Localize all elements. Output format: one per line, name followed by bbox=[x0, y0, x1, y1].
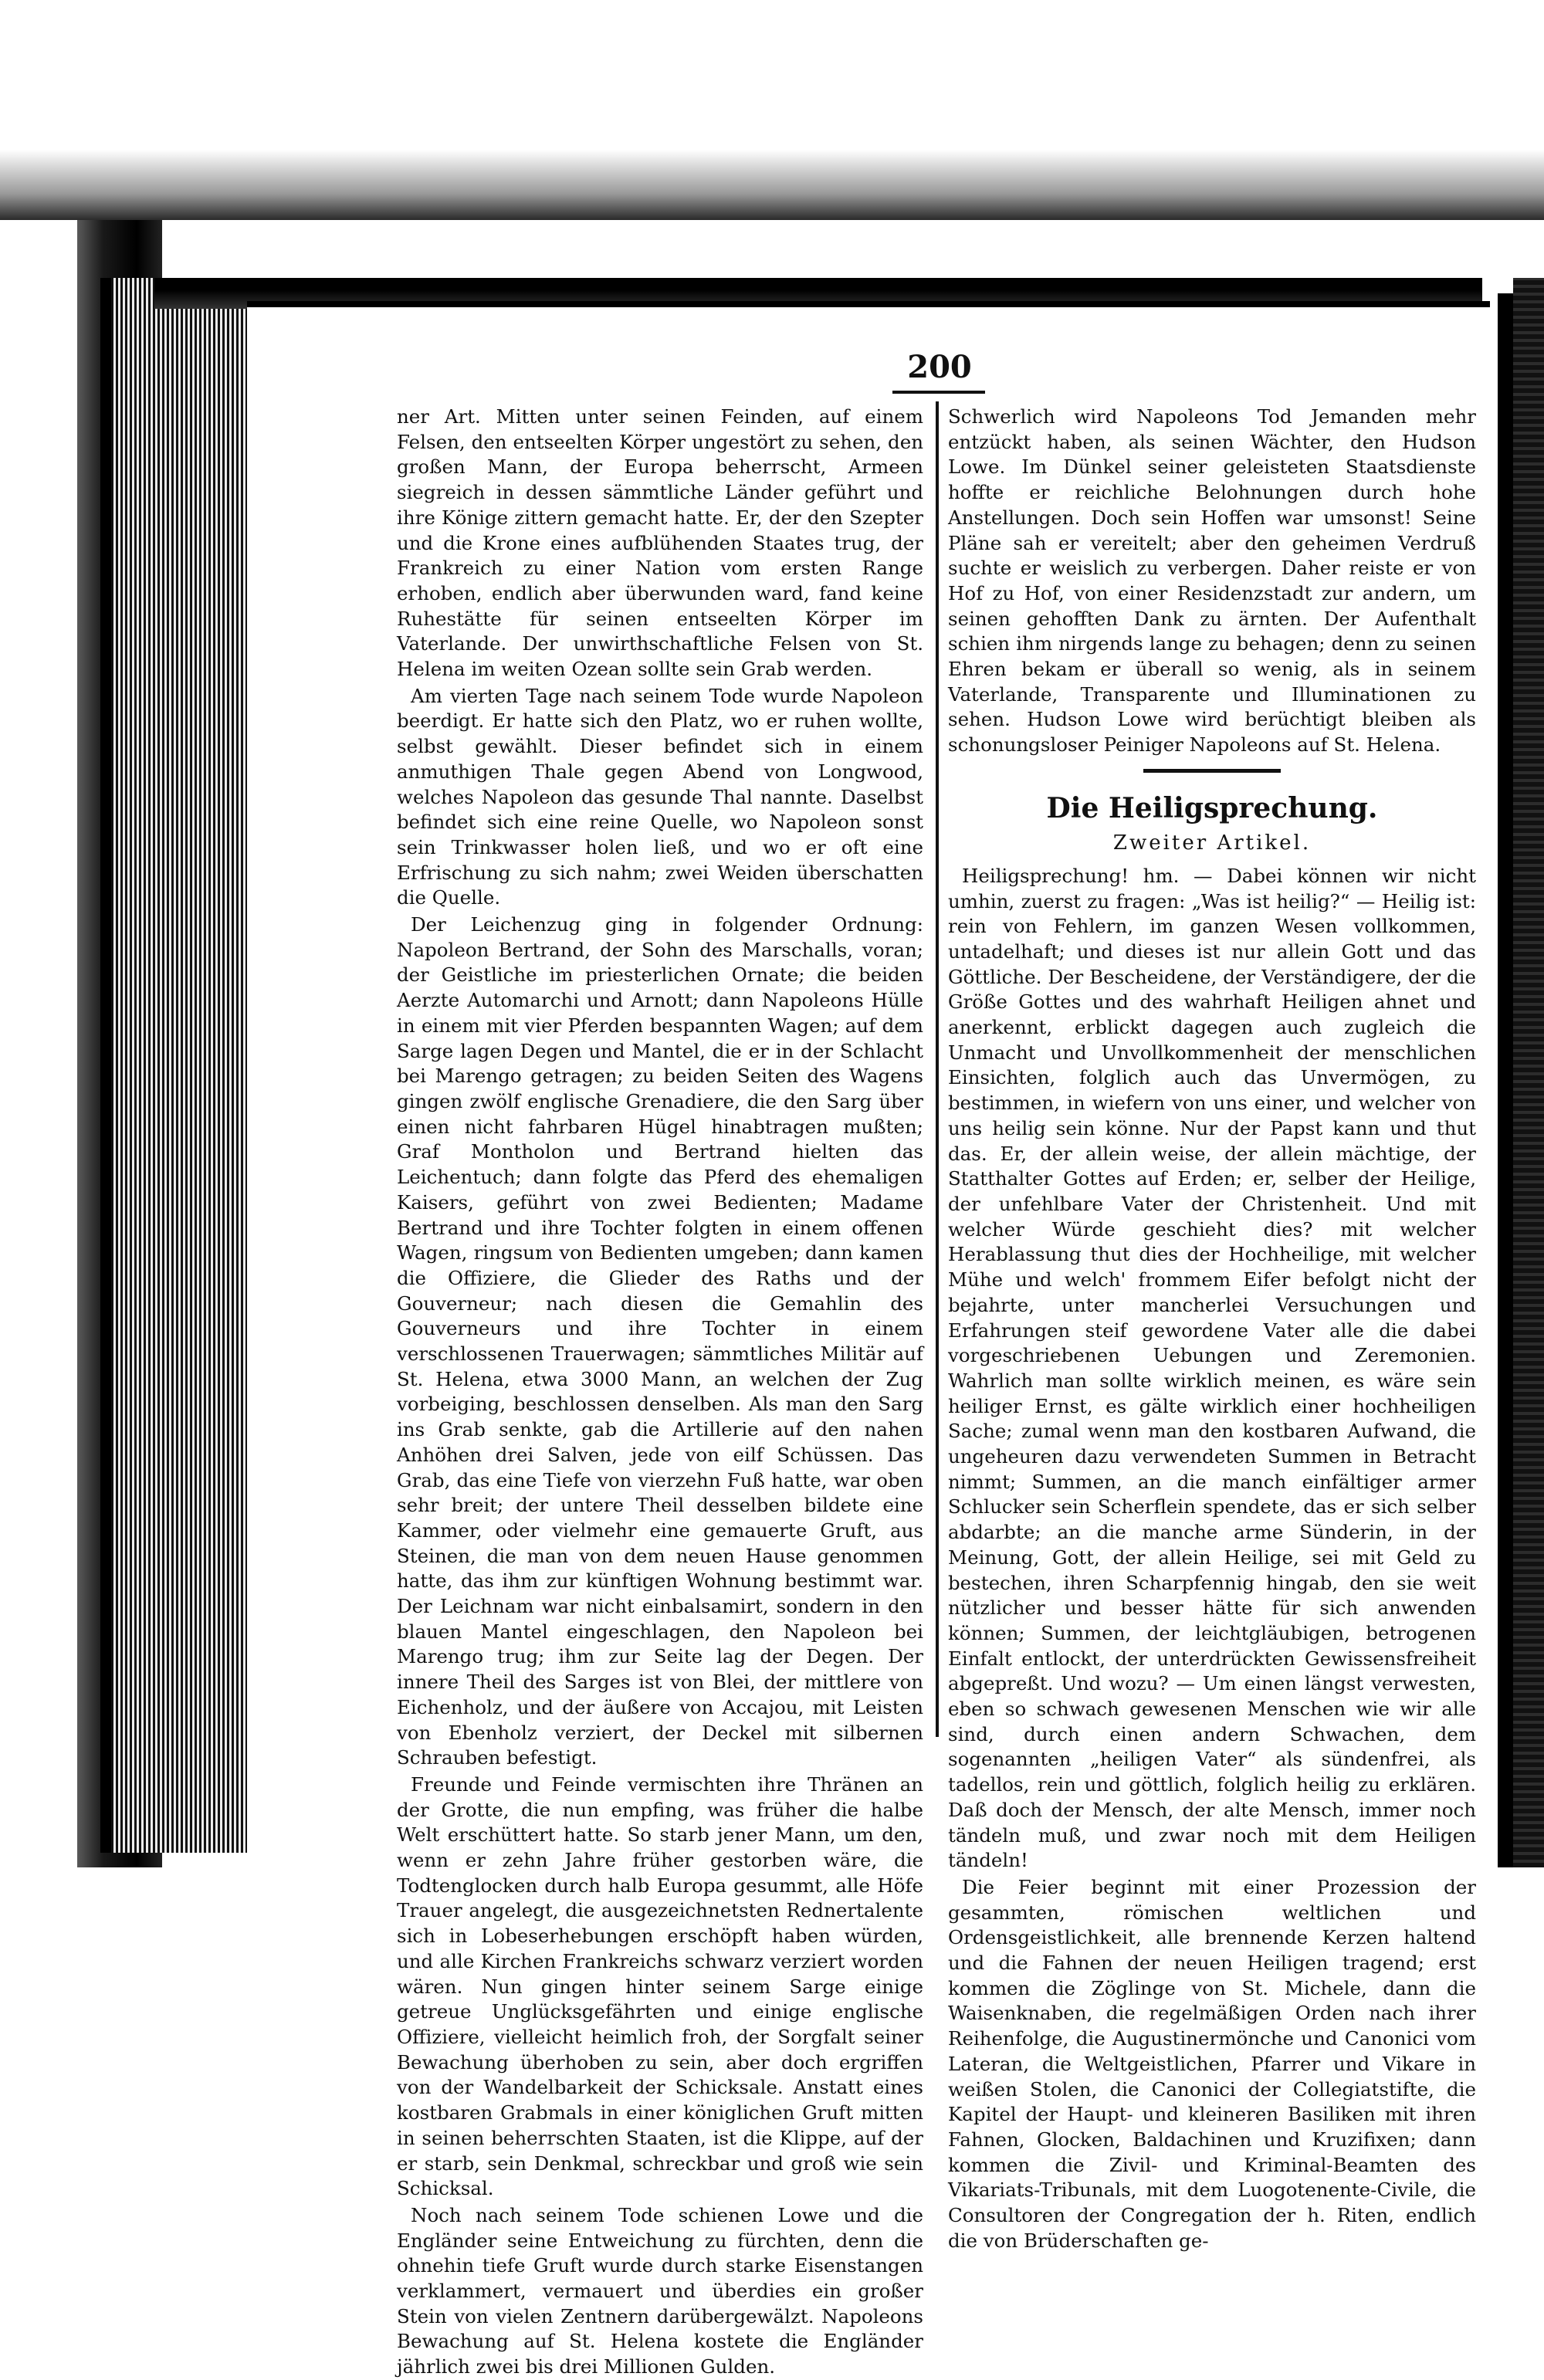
right-column bbox=[948, 405, 1476, 2252]
page-number-rule bbox=[892, 391, 985, 394]
column-divider bbox=[936, 401, 939, 1737]
left-paragraph: Der Leichenzug ging in folgender Ordnung: Napoleon Bertrand, der Sohn des Marschalls, voran; der Geistliche im priesterlichen Ornate; die beiden Aerzte Automarchi und Arnott; dann Napoleons Hülle in einem mit vier Pferden bespannten Wagen; auf dem Sarge lagen Degen und Mantel, die er in der Schlacht bei Marengo getragen; zu beiden Seiten des Wagens gingen zwölf englische Grenadiere, die den Sarg über einen nicht fahrbaren Hügel hinabtragen mußten; Graf Montholon und Bertrand hielten das Leichentuch; dann folgte das Pferd des ehemaligen Kaisers, geführt von zwei Bedienten; Madame Bertrand und ihre Tochter folgten in einem offenen Wagen, ringsum von Bedienten umgeben; dann kamen die Offiziere, die Glieder des Raths und der Gouverneur; nach diesen die Gemahlin des Gouverneurs und ihre Tochter in einem verschlossenen Trauerwagen; sämmtliches Militär auf St. Helena, etwa 3000 Mann, an welchen der Zug vorbeiging, beschlossen denselben. Als man den Sarg ins Grab senkte, gab die Artillerie auf den nahen Anhöhen drei Salven, jede von eilf Schüssen. Das Grab, das eine Tiefe von vierzehn Fuß hatte, war oben sehr breit; der untere Theil desselben bildete eine Kammer, oder vielmehr eine gemauerte Gruft, aus Steinen, die man von dem neuen Hause genommen hatte, das ihm zur künftigen Wohnung bestimmt war. Der Leichnam war nicht einbalsamirt, sondern in den blauen Mantel eingeschlagen, den Napoleon bei Marengo trug; ihm zur Seite lag der Degen. Der innere Theil des Sarges ist von Blei, der mittlere von Eichenholz, und der äußere von Accajou, mit Leisten von Ebenholz verziert, der Deckel mit silbernen Schrauben befestigt. bbox=[397, 913, 923, 1769]
right-intro-paragraph: Schwerlich wird Napoleons Tod Jemanden mehr entzückt haben, als seinen Wächter, den Hudson Lowe. Im Dünkel seiner geleisteten Staatsdienste hoffte er reichliche Belohnungen durch hohe Anstellungen. Doch sein Hoffen war umsonst! Seine Pläne sah er vereitelt; aber den geheimen Verdruß suchte er weislich zu verbergen. Daher reiste er von Hof zu Hof, von einer Residenzstadt zur andern, um seinen gehofften Dank zu ärnten. Der Aufenthalt schien ihm nirgends lange zu behagen; denn zu seinen Ehren bekam er überall so wenig, als in seinem Vaterlande, Transparente und Illuminationen zu sehen. Hudson Lowe wird berüchtigt bleiben als schonungsloser Peiniger Napoleons auf St. Helena. bbox=[948, 405, 1476, 757]
article-separator-rule bbox=[1143, 769, 1281, 773]
left-paragraph: Am vierten Tage nach seinem Tode wurde Napoleon beerdigt. Er hatte sich den Platz, wo er ruhen wollte, selbst gewählt. Dieser befindet sich in einem anmuthigen Thale gegen Abend von Longwood, welches Napoleon das gesunde Thal nannte. Daselbst befindet sich eine reine Quelle, wo Napoleon sonst sein Trinkwasser holen ließ, und wo er oft eine Erfrischung zu sich nahm; zwei Weiden überschatten die Quelle. bbox=[397, 684, 923, 909]
book-page-edges bbox=[100, 278, 266, 1853]
left-paragraph: Noch nach seinem Tode schienen Lowe und die Engländer seine Entweichung zu fürchten, denn die ohnehin tiefe Gruft wurde durch starke Eisenstangen verklammert, vermauert und überdies ein großer Stein von vielen Zentnern darübergewälzt. Napoleons Bewachung auf St. Helena kostete die Engländer jährlich zwei bis drei Millionen Gulden. bbox=[397, 2203, 923, 2378]
left-paragraph: Freunde und Feinde vermischten ihre Thränen an der Grotte, die nun empfing, was früher die halbe Welt erschüttert hatte. So starb jener Mann, um den, wenn er zehn Jahre früher gestorben wäre, die Todtenglocken durch halb Europa gesummt, alle Höfe Trauer angelegt, die ausgezeichnetsten Rednertalente sich in Lobeserhebungen erschöpft haben würden, und alle Kirchen Frankreichs schwarz verziert worden wären. Nun gingen hinter seinem Sarge einige getreue Unglücksgefährten und einige englische Offiziere, vielleicht heimlich froh, der Sorgfalt seiner Bewachung überhoben zu sein, aber doch ergriffen von der Wandelbarkeit der Schicksale. Anstatt eines kostbaren Grabmals in einer königlichen Gruft mitten in seinen beherrschten Staaten, ist die Klippe, auf der er starb, sein Denkmal, schreckbar und groß wie sein Schicksal. bbox=[397, 1772, 923, 2200]
right-scan-strip bbox=[1513, 278, 1544, 1867]
left-column bbox=[397, 405, 923, 2378]
article-paragraph: Heiligsprechung! hm. — Dabei können wir nicht umhin, zuerst zu fragen: „Was ist heilig?“ — Heilig ist: rein von Fehlern, im ganzen Wesen vollkommen, untadelhaft; und dieses ist nur allein Gott und das Göttliche. Der Bescheidene, der Verständigere, der die Größe Gottes und des wahrhaft Heiligen ahnet und anerkennt, erblickt dagegen auch zugleich die Unmacht und Unvollkommenheit der menschlichen Einsichten, folglich auch das Unvermögen, zu bestimmen, in wiefern von uns einer, und welcher von uns heilig sein könne. Nur der Papst kann und thut das. Er, der allein weise, der allein mächtige, der Statthalter Gottes auf Erden; er, selber der Heilige, der unfehlbare Vater der Christenheit. Und mit welcher Würde geschieht dies? mit welcher Herablassung thut dies der Hochheilige, mit welcher Mühe und welch' frommem Eifer befolgt nicht der bejahrte, unter mancherlei Versuchungen und Erfahrungen steif gewordene Vater alle die dabei vorgeschriebenen Uebungen und Zeremonien. Wahrlich man sollte wirklich meinen, es wäre sein heiliger Ernst, es gälte wirklich einer hochheiligen Sache; zumal wenn man den kostbaren Aufwand, die ungeheuren dazu verwendeten Summen in Betracht nimmt; Summen, an die manch einfältiger armer Schlucker sein Scherflein spendete, das er sich selber abdarbte; an die manche arme Sünderin, in der Meinung, Gott, der allein Heilige, sei mit Geld zu bestechen, ihren Scharpfennig hingab, den sie weit nützlicher und besser hätte für sich anwenden können; Summen, der leichtgläubigen, betrogenen Einfalt entlockt, der unterdrückten Gewissensfreiheit abgepreßt. Und wozu? — Um einen längst verwesten, eben so schwach gewesenen Menschen wie wir alle sind, durch einen andern Schwachen, dem sogenannten „heiligen Vater“ als sündenfrei, als tadellos, rein und göttlich, folglich heilig zu erklären. Daß doch der Mensch, der alte Mensch, immer noch tändeln muß, und zwar noch mit dem Heiligen tändeln! bbox=[948, 864, 1476, 1872]
page-number: 200 bbox=[907, 349, 972, 385]
scan-top-shadow bbox=[0, 0, 1544, 220]
left-paragraph: ner Art. Mitten unter seinen Feinden, auf einem Felsen, den entseelten Körper ungestört zu sehen, den großen Mann, der Europa beherrscht, Armeen siegreich in dessen sämmtliche Länder geführt und ihre Könige zittern gemacht hatte. Er, der den Szepter und die Krone eines aufblühenden Staates trug, der Frankreich zu einer Nation vom ersten Range erhoben, endlich aber überwunden ward, fand keine Ruhestätte für seinen entseelten Körper im Vaterlande. Der unwirthschaftliche Felsen von St. Helena im weiten Ozean sollte sein Grab werden. bbox=[397, 405, 923, 681]
article-title: Die Heiligsprechung. bbox=[1046, 791, 1378, 824]
article-paragraph: Die Feier beginnt mit einer Prozession der gesammten, römischen weltlichen und Ordensgeistlichkeit, alle brennende Kerzen haltend und die Fahnen der neuen Heiligen tragend; erst kommen die Zöglinge von St. Michele, dann die Waisenknaben, die regelmäßigen Orden nach ihrer Reihenfolge, die Augustinermönche und Canonici vom Lateran, die Weltgeistlichen, Pfarrer und Vikare in weißen Stolen, die Canonici der Collegiatstifte, die Kapitel der Haupt- und kleineren Basiliken mit ihren Fahnen, Glocken, Baldachinen und Kruzifixen; dann kommen die Zivil- und Kriminal-Beamten des Vikariats-Tribunals, mit dem Luogotenente-Civile, die Consultoren der Congregation der h. Riten, endlich die von Brüderschaften ge- bbox=[948, 1875, 1476, 2252]
article-subtitle: Zweiter Artikel. bbox=[1112, 831, 1312, 855]
